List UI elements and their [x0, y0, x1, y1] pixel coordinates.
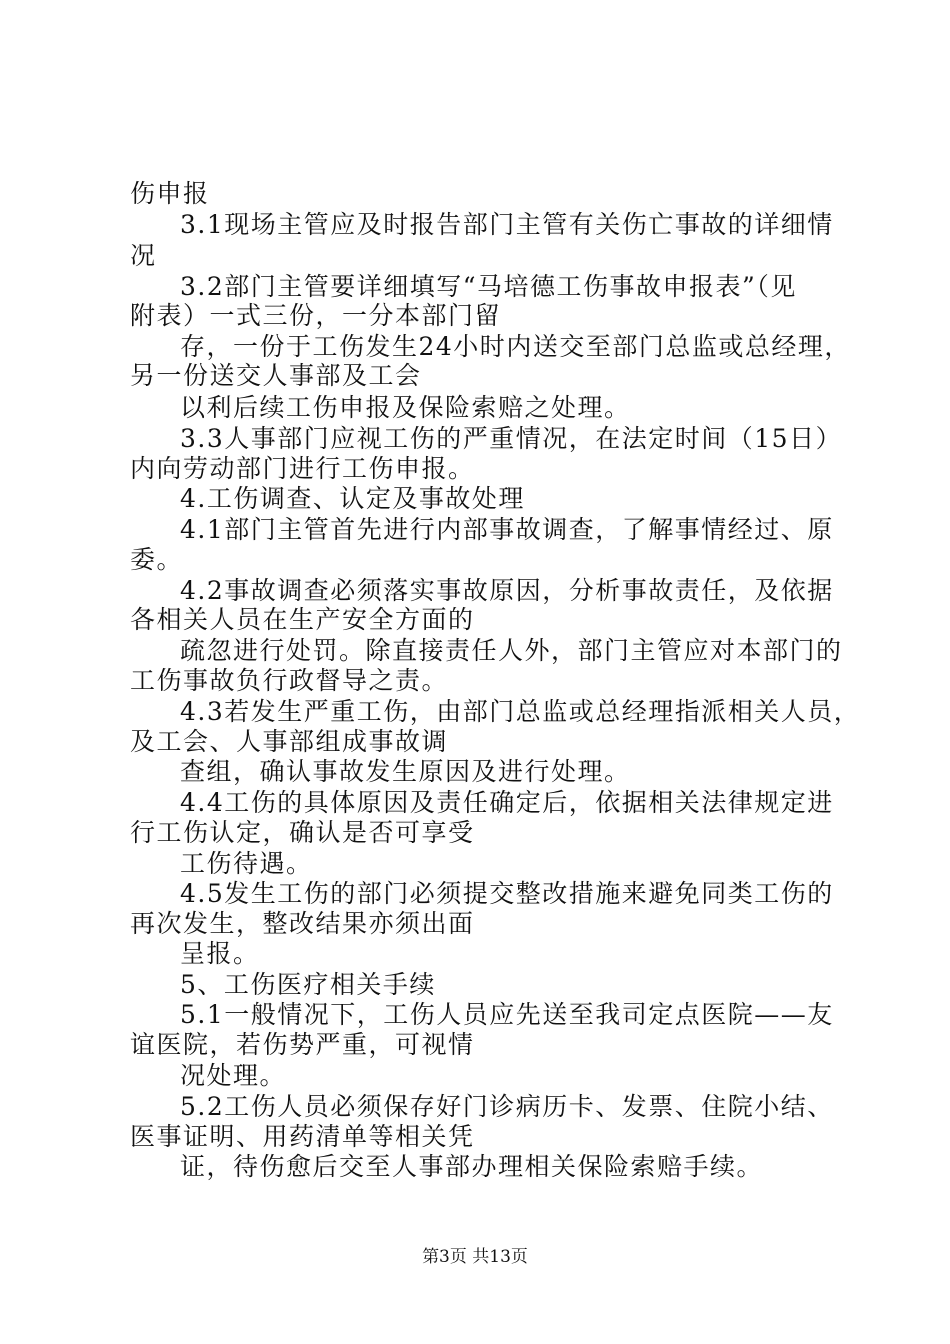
text-line: 再次发生，整改结果亦须出面 [130, 909, 475, 938]
text-line: 存，一份于工伤发生24小时内送交至部门总监或总经理， [180, 332, 851, 361]
text-line: 4.5发生工伤的部门必须提交整改措施来避免同类工伤的 [180, 879, 834, 908]
text-line: 5.2工伤人员必须保存好门诊病历卡、发票、住院小结、 [180, 1092, 834, 1121]
text-line: 伤申报 [130, 179, 210, 208]
section-heading: 4.工伤调查、认定及事故处理 [180, 484, 525, 513]
text-line: 况处理。 [180, 1061, 287, 1090]
text-line: 证，待伤愈后交至人事部办理相关保险索赔手续。 [180, 1152, 764, 1181]
text-line: 谊医院，若伤势严重，可视情 [130, 1030, 475, 1059]
text-line: 4.1部门主管首先进行内部事故调查，了解事情经过、原 [180, 515, 834, 544]
text-line: 各相关人员在生产安全方面的 [130, 605, 475, 634]
text-line: 4.3若发生严重工伤，由部门总监或总经理指派相关人员， [180, 697, 861, 726]
page-number-footer: 第3页 共13页 [422, 1247, 528, 1267]
text-line: 工伤事故负行政督导之责。 [130, 666, 449, 695]
text-line: 附表）一式三份，一分本部门留 [130, 301, 502, 330]
text-line: 及工会、人事部组成事故调 [130, 727, 449, 756]
text-line: 医事证明、用药清单等相关凭 [130, 1122, 475, 1151]
text-line: 以利后续工伤申报及保险索赔之处理。 [180, 393, 631, 422]
text-line: 3.3人事部门应视工伤的严重情况，在法定时间（15日） [180, 424, 843, 453]
text-line: 3.2部门主管要详细填写“马培德工伤事故申报表”（见 [180, 272, 797, 301]
text-line: 委。 [130, 545, 184, 574]
text-line: 4.2事故调查必须落实事故原因，分析事故责任，及依据 [180, 576, 834, 605]
text-line: 呈报。 [180, 939, 260, 968]
text-line: 疏忽进行处罚。除直接责任人外，部门主管应对本部门的 [180, 636, 843, 665]
text-line: 4.4工伤的具体原因及责任确定后，依据相关法律规定进 [180, 788, 834, 817]
text-line: 另一份送交人事部及工会 [130, 361, 422, 390]
text-line: 况 [130, 241, 157, 270]
text-line: 内向劳动部门进行工伤申报。 [130, 454, 475, 483]
text-line: 3.1现场主管应及时报告部门主管有关伤亡事故的详细情 [180, 210, 834, 239]
text-line: 查组，确认事故发生原因及进行处理。 [180, 757, 631, 786]
text-line: 5.1一般情况下，工伤人员应先送至我司定点医院——友 [180, 1000, 834, 1029]
text-line: 工伤待遇。 [180, 849, 313, 878]
section-heading: 5、工伤医疗相关手续 [180, 970, 436, 999]
text-line: 行工伤认定，确认是否可享受 [130, 818, 475, 847]
